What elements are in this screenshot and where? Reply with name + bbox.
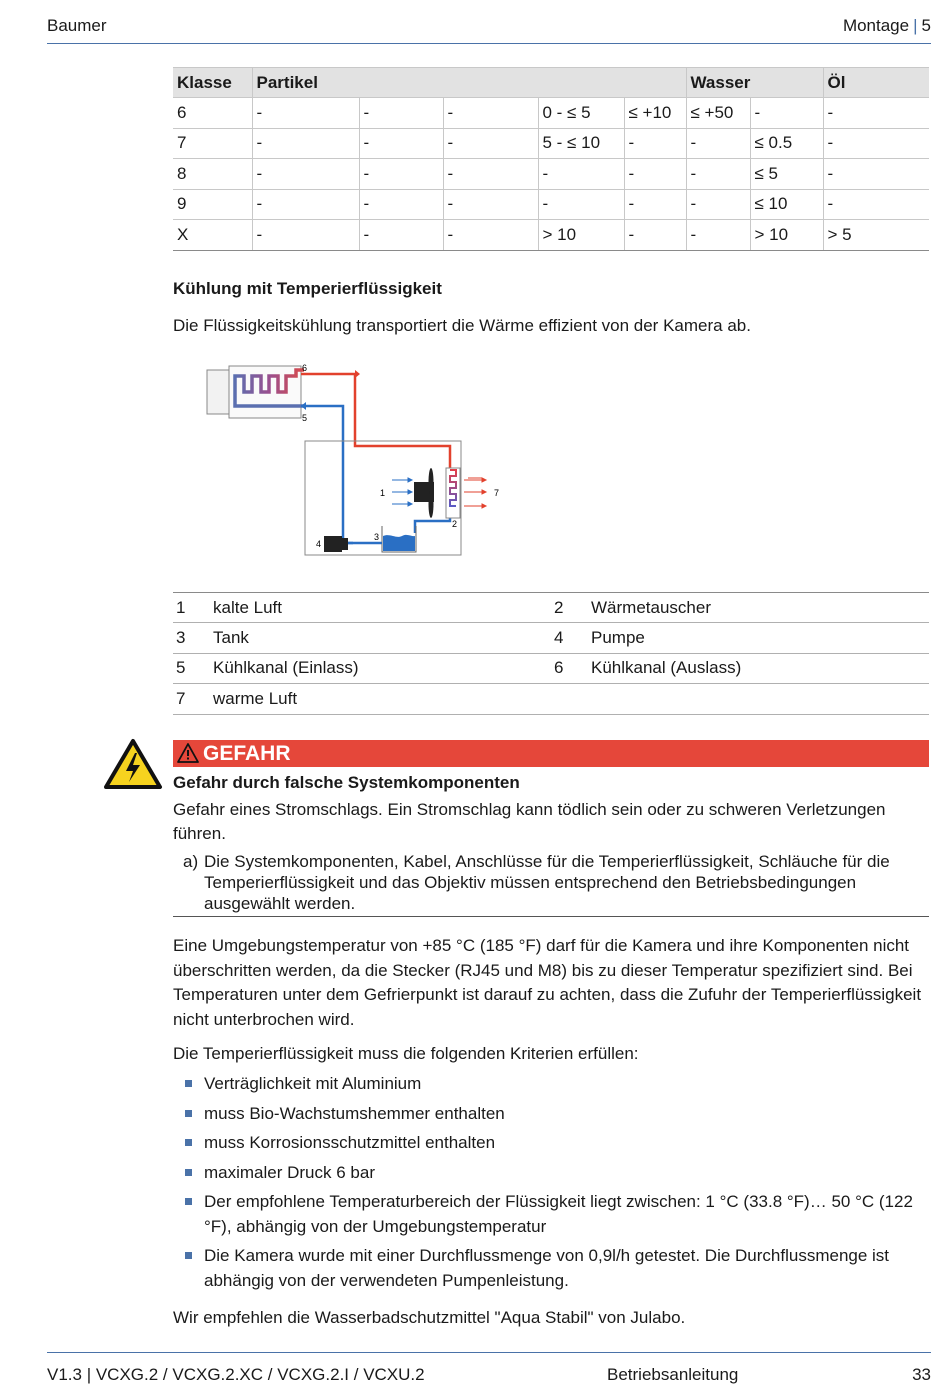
legend-row <box>173 623 929 653</box>
liquid-class-table <box>173 67 929 251</box>
legend-number: 4 <box>551 623 587 653</box>
th-klasse: Klasse <box>173 68 252 98</box>
bullet-icon <box>185 1169 192 1176</box>
diagram-label-5: 5 <box>302 413 308 423</box>
footer-version: V1.3 | VCXG.2 / VCXG.2.XC / VCXG.2.I / VCXU.2 <box>47 1365 425 1384</box>
hot-line <box>301 374 450 470</box>
criteria-intro: Die Temperierflüssigkeit muss die folgenden Kriterien erfüllen: <box>173 1044 639 1063</box>
table-cell: ≤ +10 <box>624 98 686 129</box>
header-company: Baumer <box>47 16 107 35</box>
legend-text: Pumpe <box>587 623 929 653</box>
table-cell: 5 - ≤ 10 <box>538 128 624 159</box>
legend-text: Kühlkanal (Einlass) <box>209 653 551 683</box>
recommendation-paragraph: Wir empfehlen die Wasserbadschutzmittel "Aqua Stabil" von Julabo. <box>173 1308 686 1327</box>
th-partikel: Partikel <box>252 68 686 98</box>
table-cell: - <box>823 128 929 159</box>
diagram-label-7: 7 <box>494 488 500 498</box>
table-cell: - <box>538 159 624 190</box>
table-row <box>173 189 929 220</box>
table-cell: ≤ 0.5 <box>750 128 823 159</box>
table-cell: - <box>443 98 538 129</box>
table-cell: - <box>686 220 750 251</box>
bullet-icon <box>185 1080 192 1087</box>
bullet-icon <box>185 1110 192 1117</box>
legend-text: kalte Luft <box>209 593 551 623</box>
danger-divider <box>173 916 929 917</box>
table-row <box>173 220 929 251</box>
table-cell: - <box>252 189 359 220</box>
table-header-row <box>173 68 929 98</box>
table-cell: - <box>359 128 443 159</box>
table-row <box>173 98 929 129</box>
intro-paragraph: Die Flüssigkeitskühlung transportiert die Wärme effizient von der Kamera ab. <box>173 316 751 335</box>
section-heading: Kühlung mit Temperierflüssigkeit <box>173 279 442 298</box>
legend-number: 7 <box>173 684 209 714</box>
danger-text: Gefahr eines Stromschlags. Ein Stromschlag kann tödlich sein oder zu schweren Verletzungen führen. <box>173 800 886 843</box>
fan-icon <box>414 468 434 518</box>
list-item: Verträglichkeit mit Aluminium <box>183 1072 931 1097</box>
page-header <box>47 14 931 44</box>
table-cell: - <box>624 220 686 251</box>
table-cell: - <box>823 159 929 190</box>
diagram-label-6: 6 <box>302 363 308 373</box>
table-cell: - <box>252 98 359 129</box>
legend-row <box>173 684 929 714</box>
table-row <box>173 128 929 159</box>
table-cell: ≤ 10 <box>750 189 823 220</box>
list-item: Der empfohlene Temperaturbereich der Flüssigkeit liegt zwischen: 1 °C (33.8 °F)… 50 °C (122 °F), abhängig von der Umgebungstemperatur <box>183 1190 931 1239</box>
table-cell: - <box>252 159 359 190</box>
table-cell: - <box>443 128 538 159</box>
table-cell: - <box>443 220 538 251</box>
table-cell: 9 <box>173 189 252 220</box>
danger-banner <box>173 740 929 767</box>
cold-air-arrows-icon <box>392 478 412 506</box>
cold-line-inlet <box>301 406 353 543</box>
table-cell: 8 <box>173 159 252 190</box>
step-text: Die Systemkomponenten, Kabel, Anschlüsse für die Temperierflüssigkeit, Schläuche für die Temperierflüssigkeit und das Objektiv müssen entsprechend den Betriebsbedingungen ausgewählt werden. <box>204 852 890 913</box>
table-cell: - <box>252 128 359 159</box>
table-cell: > 10 <box>750 220 823 251</box>
table-cell: - <box>359 220 443 251</box>
table-cell: X <box>173 220 252 251</box>
table-cell: - <box>686 159 750 190</box>
diagram-label-1: 1 <box>380 488 386 498</box>
page-footer <box>47 1352 931 1387</box>
list-item: muss Korrosionsschutzmittel enthalten <box>183 1131 931 1156</box>
hot-arrow-icon <box>355 370 360 378</box>
legend-row <box>173 593 929 623</box>
legend-text: Tank <box>209 623 551 653</box>
list-item: maximaler Druck 6 bar <box>183 1161 931 1186</box>
table-cell: - <box>624 159 686 190</box>
footer-page-number: 33 <box>912 1365 931 1384</box>
table-cell: - <box>686 189 750 220</box>
legend-row <box>173 653 929 683</box>
danger-label: GEFAHR <box>203 742 291 765</box>
temperature-paragraph: Eine Umgebungstemperatur von +85 °C (185 °F) darf für die Kamera und ihre Komponenten nicht überschritten werden, da die Stecker (RJ45 und M8) bis zu dieser Temperatur spezifiziert sind. Bei Temperaturen unter dem Gefrierpunkt ist darauf zu achten, dass die Zufuhr der Temperierflüssigkeit nicht unterbrochen wird. <box>173 936 922 1029</box>
table-cell: - <box>443 189 538 220</box>
warning-triangle-icon <box>177 743 199 763</box>
table-cell: - <box>443 159 538 190</box>
danger-step <box>183 851 929 914</box>
warm-air-arrows-icon <box>464 478 486 508</box>
diagram-label-3: 3 <box>374 532 380 542</box>
tank-icon <box>382 526 416 552</box>
header-section: Montage | 5 <box>842 16 931 35</box>
list-item: muss Bio-Wachstumshemmer enthalten <box>183 1102 931 1127</box>
diagram-label-2: 2 <box>452 519 458 529</box>
legend-text: Wärmetauscher <box>587 593 929 623</box>
table-cell: - <box>359 159 443 190</box>
table-cell: 6 <box>173 98 252 129</box>
table-cell: ≤ +50 <box>686 98 750 129</box>
bullet-icon <box>185 1252 192 1259</box>
th-wasser: Wasser <box>686 68 823 98</box>
legend-number: 1 <box>173 593 209 623</box>
table-row <box>173 159 929 190</box>
table-cell: 0 - ≤ 5 <box>538 98 624 129</box>
table-cell: - <box>823 189 929 220</box>
legend-number <box>551 684 587 714</box>
electric-hazard-icon <box>104 738 162 790</box>
danger-title: Gefahr durch falsche Systemkomponenten <box>173 773 520 792</box>
legend-number: 3 <box>173 623 209 653</box>
table-cell: > 10 <box>538 220 624 251</box>
criteria-list <box>183 1072 931 1298</box>
heat-exchanger-icon <box>446 468 460 518</box>
table-cell: - <box>823 98 929 129</box>
bullet-icon <box>185 1198 192 1205</box>
table-cell: - <box>252 220 359 251</box>
legend-number: 2 <box>551 593 587 623</box>
table-cell: 7 <box>173 128 252 159</box>
cooling-diagram <box>200 358 500 568</box>
camera-icon <box>207 366 304 418</box>
legend-number: 6 <box>551 653 587 683</box>
legend-text <box>587 684 929 714</box>
step-label: a) <box>183 852 199 871</box>
list-item: Die Kamera wurde mit einer Durchflussmenge von 0,9l/h getestet. Die Durchflussmenge ist abhängig von der verwendeten Pumpenleistung. <box>183 1244 931 1293</box>
table-cell: ≤ 5 <box>750 159 823 190</box>
table-cell: - <box>686 128 750 159</box>
legend-number: 5 <box>173 653 209 683</box>
table-cell: - <box>359 189 443 220</box>
table-cell: - <box>538 189 624 220</box>
legend-text: Kühlkanal (Auslass) <box>587 653 929 683</box>
legend-text: warme Luft <box>209 684 551 714</box>
th-oel: Öl <box>823 68 929 98</box>
pump-icon <box>324 536 348 552</box>
table-cell: - <box>750 98 823 129</box>
footer-doc-type: Betriebsanleitung <box>607 1365 739 1384</box>
bullet-icon <box>185 1139 192 1146</box>
diagram-label-4: 4 <box>316 539 322 549</box>
cold-arrow-icon <box>301 402 306 410</box>
diagram-legend <box>173 592 929 715</box>
table-cell: > 5 <box>823 220 929 251</box>
table-cell: - <box>624 189 686 220</box>
table-cell: - <box>359 98 443 129</box>
table-cell: - <box>624 128 686 159</box>
